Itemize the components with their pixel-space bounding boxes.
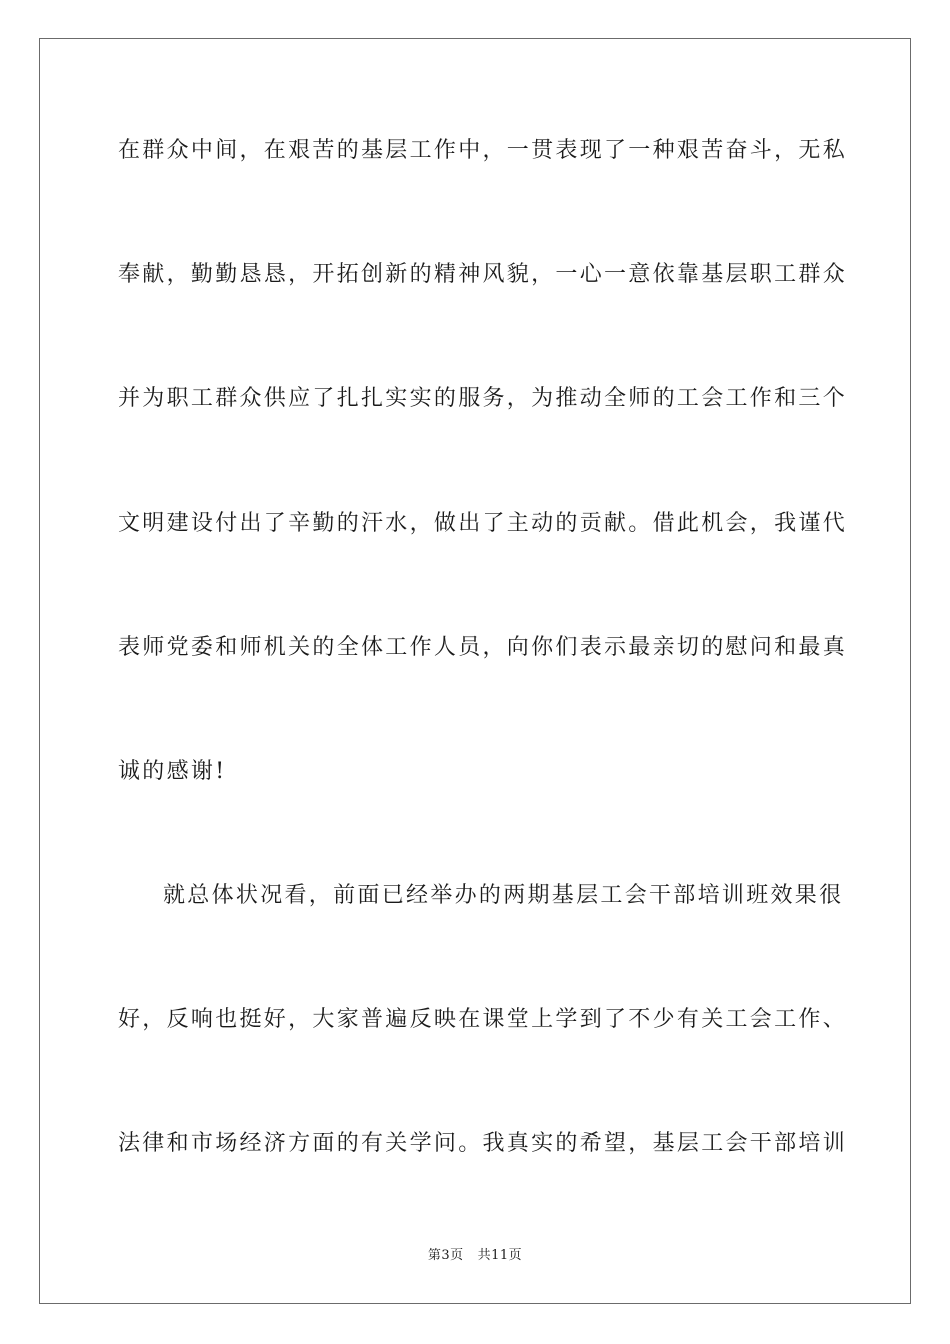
text-line: 在群众中间，在艰苦的基层工作中，一贯表现了一种艰苦奋斗，无私 [118,138,848,163]
text-line: 表师党委和师机关的全体工作人员，向你们表示最亲切的慰问和最真 [118,635,848,660]
text-line: 文明建设付出了辛勤的汗水，做出了主动的贡献。借此机会，我谨代 [118,511,848,536]
page-number: 第3页 [427,1248,464,1263]
text-line: 好，反响也挺好，大家普遍反映在课堂上学到了不少有关工会工作、 [118,1007,848,1032]
text-line: 奉献，勤勤恳恳，开拓创新的精神风貌，一心一意依靠基层职工群众 [118,262,848,287]
text-line: 就总体状况看，前面已经举办的两期基层工会干部培训班效果很 [163,883,844,908]
page-frame [39,38,911,1304]
text-line: 法律和市场经济方面的有关学问。我真实的希望，基层工会干部培训 [118,1131,848,1156]
page-footer [0,1247,950,1265]
page-total: 共11页 [477,1248,523,1263]
text-line: 并为职工群众供应了扎扎实实的服务，为推动全师的工会工作和三个 [118,386,848,411]
text-line: 诚的感谢! [118,759,227,784]
